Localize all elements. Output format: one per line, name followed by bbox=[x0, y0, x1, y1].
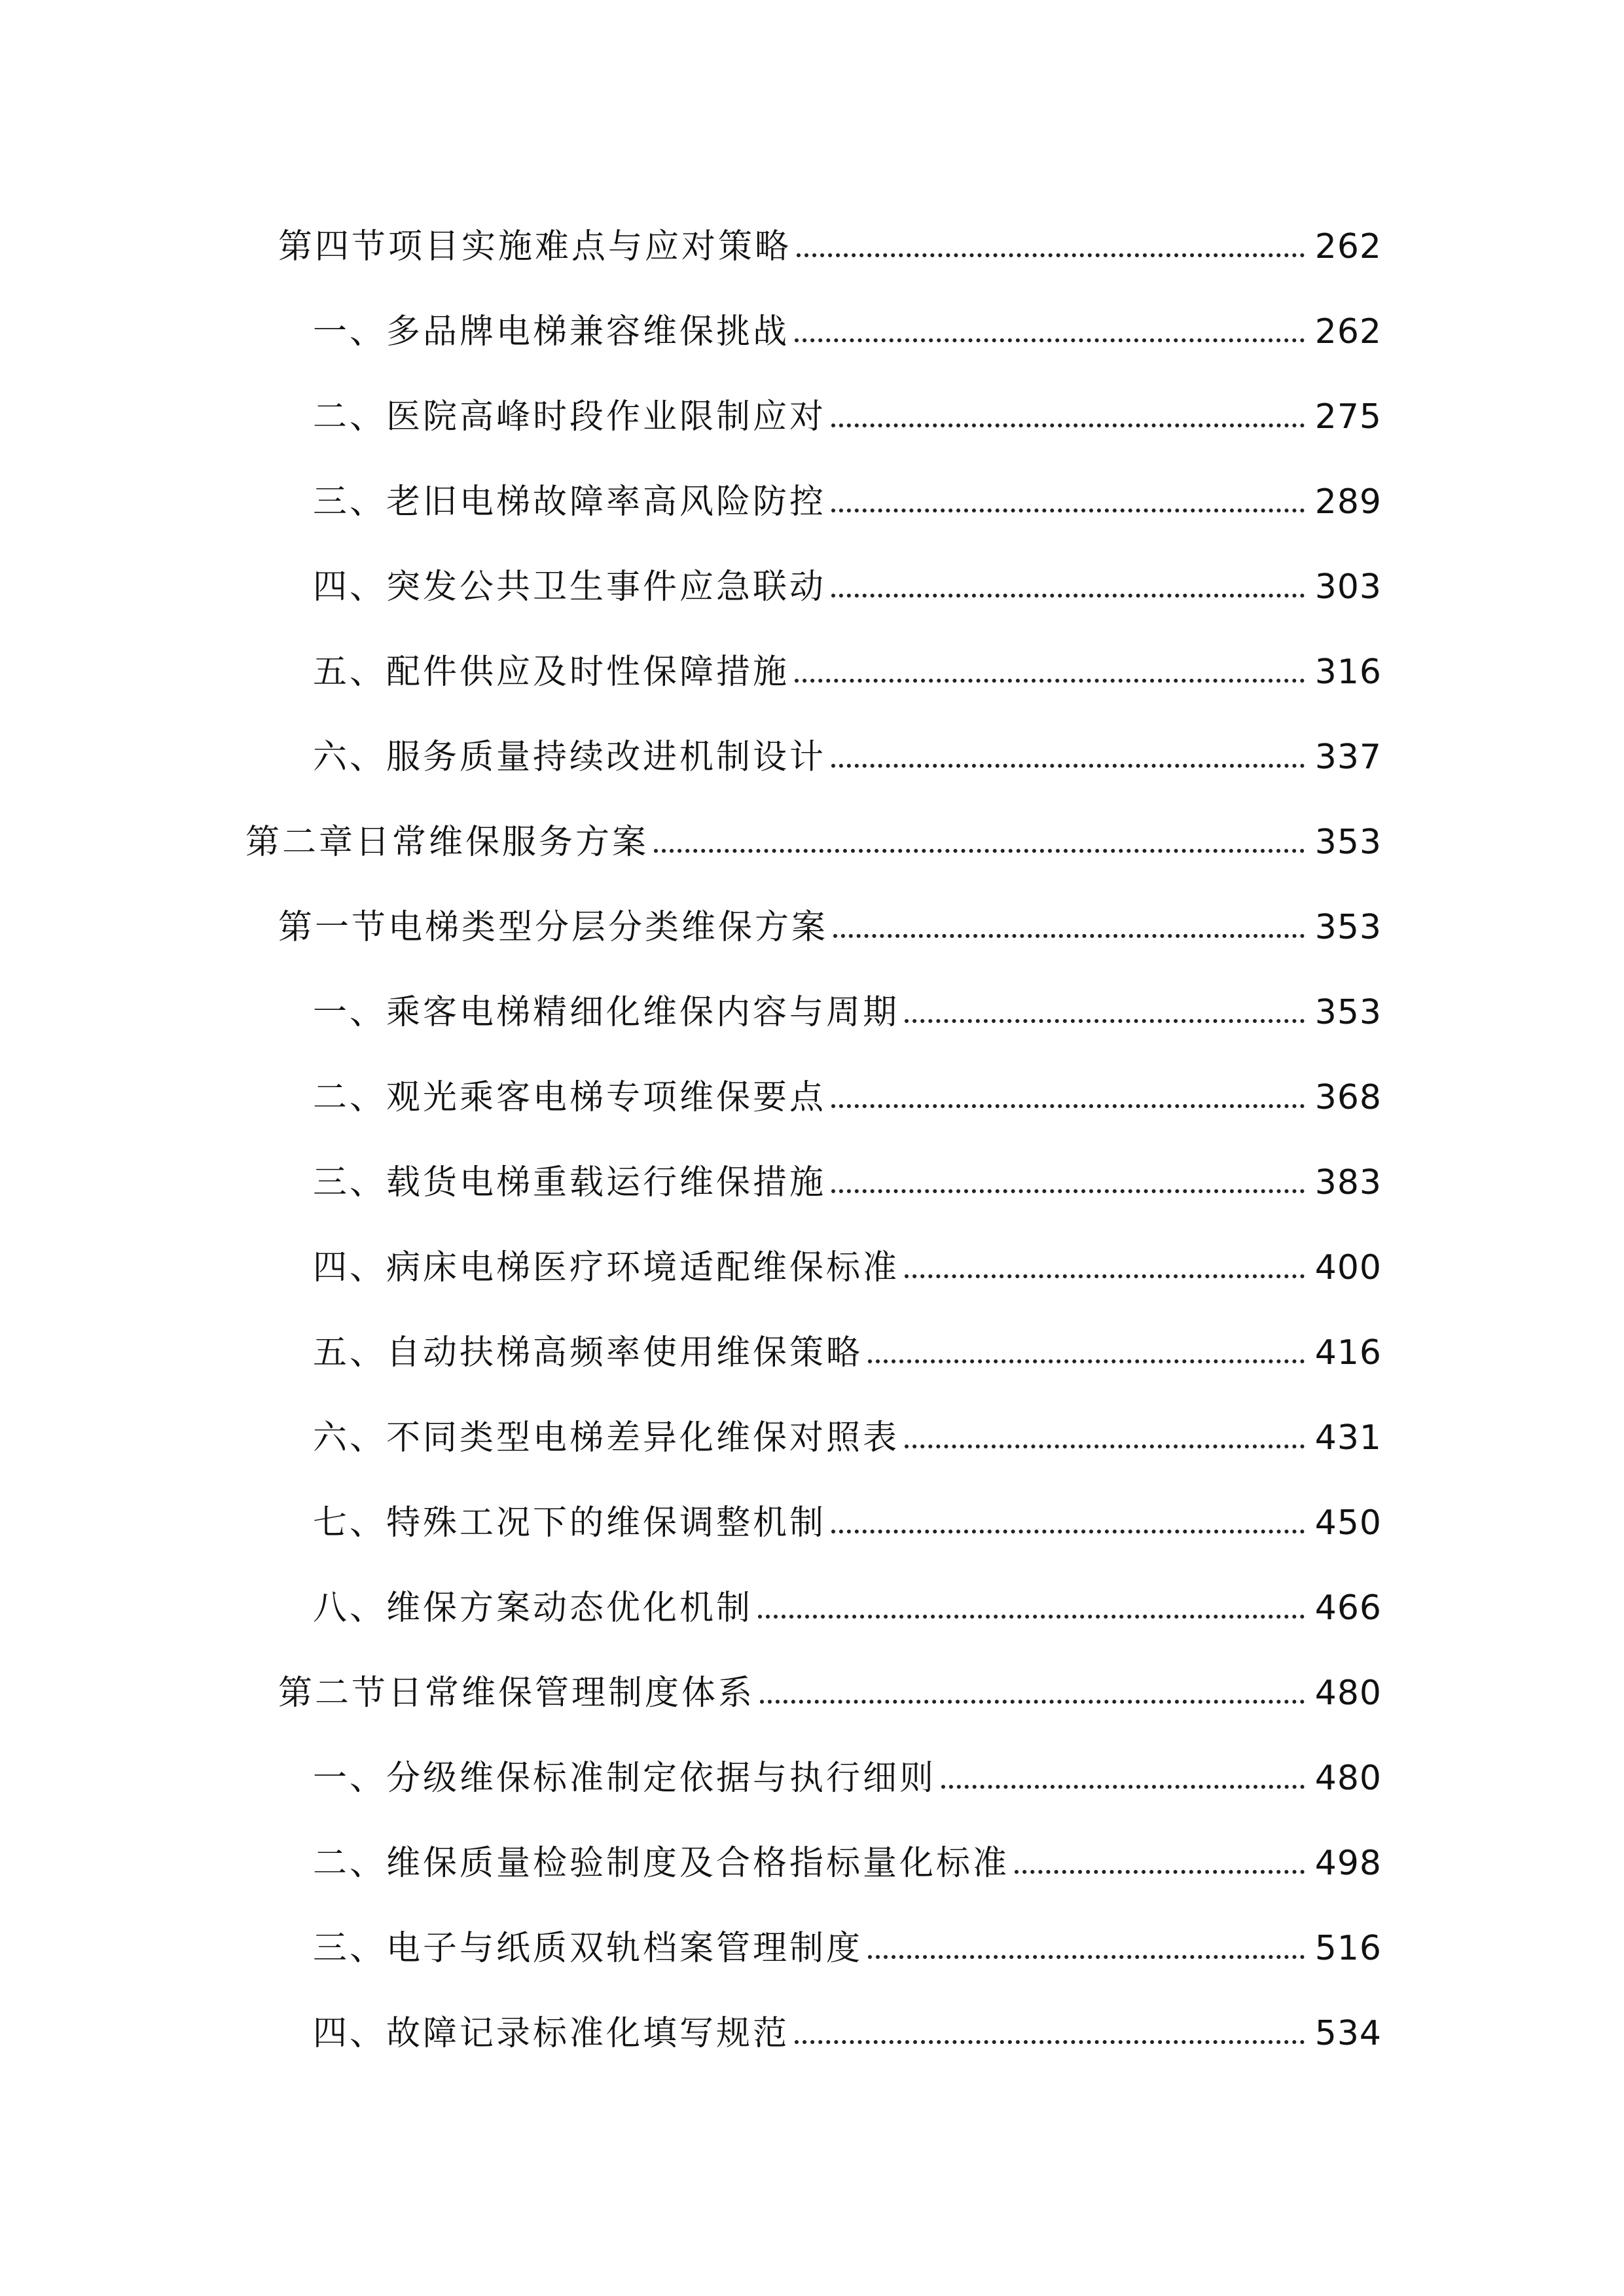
toc-entry[interactable] bbox=[0, 970, 1624, 1055]
toc-leader-dots bbox=[1015, 1870, 1305, 1874]
toc-entry-title: 一、乘客电梯精细化维保内容与周期 bbox=[313, 993, 900, 1032]
toc-entry-page: 337 bbox=[1314, 738, 1382, 777]
toc-leader-dots bbox=[833, 934, 1305, 938]
toc-leader-dots bbox=[831, 509, 1305, 512]
table-of-contents bbox=[0, 204, 1624, 2076]
toc-entry-page: 400 bbox=[1314, 1248, 1382, 1287]
toc-entry-title: 三、电子与纸质双轨档案管理制度 bbox=[313, 1929, 863, 1968]
toc-leader-dots bbox=[797, 253, 1305, 257]
toc-leader-dots bbox=[795, 679, 1305, 683]
toc-entry-title: 五、配件供应及时性保障措施 bbox=[313, 653, 790, 692]
toc-entry-title: 八、维保方案动态优化机制 bbox=[313, 1588, 753, 1628]
toc-leader-dots bbox=[654, 849, 1305, 853]
toc-entry[interactable] bbox=[0, 1736, 1624, 1821]
toc-entry-title: 一、多品牌电梯兼容维保挑战 bbox=[313, 312, 790, 351]
toc-entry-page: 450 bbox=[1314, 1503, 1382, 1543]
toc-entry-page: 431 bbox=[1314, 1418, 1382, 1458]
toc-entry-title: 三、老旧电梯故障率高风险防控 bbox=[313, 482, 827, 522]
toc-entry-page: 368 bbox=[1314, 1078, 1382, 1117]
toc-entry[interactable] bbox=[0, 459, 1624, 545]
toc-entry-page: 480 bbox=[1314, 1674, 1382, 1713]
toc-entry-page: 466 bbox=[1314, 1588, 1382, 1628]
toc-entry-page: 262 bbox=[1314, 312, 1382, 351]
toc-leader-dots bbox=[868, 1359, 1305, 1363]
toc-entry-page: 416 bbox=[1314, 1333, 1382, 1372]
toc-entry-page: 353 bbox=[1314, 908, 1382, 947]
toc-leader-dots bbox=[831, 764, 1305, 768]
toc-entry-page: 516 bbox=[1314, 1929, 1382, 1968]
toc-leader-dots bbox=[941, 1785, 1305, 1789]
toc-leader-dots bbox=[905, 1444, 1305, 1448]
toc-leader-dots bbox=[831, 423, 1305, 427]
toc-entry[interactable] bbox=[0, 1140, 1624, 1225]
toc-leader-dots bbox=[795, 2040, 1305, 2044]
toc-entry-title: 三、载货电梯重载运行维保措施 bbox=[313, 1163, 827, 1202]
toc-entry-page: 353 bbox=[1314, 993, 1382, 1032]
toc-entry-page: 353 bbox=[1314, 823, 1382, 862]
toc-entry-page: 480 bbox=[1314, 1759, 1382, 1798]
toc-entry[interactable] bbox=[0, 1566, 1624, 1651]
toc-entry-title: 第一节电梯类型分层分类维保方案 bbox=[278, 908, 829, 947]
toc-entry[interactable] bbox=[0, 1055, 1624, 1140]
toc-entry-page: 303 bbox=[1314, 567, 1382, 607]
toc-leader-dots bbox=[758, 1615, 1305, 1619]
toc-leader-dots bbox=[905, 1019, 1305, 1023]
toc-entry[interactable] bbox=[0, 1991, 1624, 2076]
toc-entry-title: 五、自动扶梯高频率使用维保策略 bbox=[313, 1333, 863, 1372]
toc-entry[interactable] bbox=[0, 374, 1624, 459]
toc-entry-title: 二、维保质量检验制度及合格指标量化标准 bbox=[313, 1844, 1010, 1883]
toc-entry-title: 四、故障记录标准化填写规范 bbox=[313, 2014, 790, 2053]
toc-entry-title: 四、突发公共卫生事件应急联动 bbox=[313, 567, 827, 607]
toc-leader-dots bbox=[760, 1700, 1305, 1704]
toc-entry[interactable] bbox=[0, 1906, 1624, 1991]
toc-entry[interactable] bbox=[0, 800, 1624, 885]
toc-entry-title: 四、病床电梯医疗环境适配维保标准 bbox=[313, 1248, 900, 1287]
toc-entry-title: 二、观光乘客电梯专项维保要点 bbox=[313, 1078, 827, 1117]
toc-entry-page: 534 bbox=[1314, 2014, 1382, 2053]
toc-entry-page: 316 bbox=[1314, 653, 1382, 692]
toc-entry[interactable] bbox=[0, 1395, 1624, 1480]
toc-entry-title: 六、服务质量持续改进机制设计 bbox=[313, 738, 827, 777]
toc-entry-title: 一、分级维保标准制定依据与执行细则 bbox=[313, 1759, 937, 1798]
toc-entry-page: 498 bbox=[1314, 1844, 1382, 1883]
toc-entry-title: 第四节项目实施难点与应对策略 bbox=[278, 227, 792, 266]
toc-entry[interactable] bbox=[0, 204, 1624, 289]
toc-entry[interactable] bbox=[0, 630, 1624, 715]
toc-entry[interactable] bbox=[0, 1310, 1624, 1395]
toc-entry-title: 第二节日常维保管理制度体系 bbox=[278, 1674, 755, 1713]
toc-entry-title: 六、不同类型电梯差异化维保对照表 bbox=[313, 1418, 900, 1458]
toc-entry-page: 262 bbox=[1314, 227, 1382, 266]
toc-entry[interactable] bbox=[0, 715, 1624, 800]
toc-entry[interactable] bbox=[0, 289, 1624, 374]
toc-entry-title: 二、医院高峰时段作业限制应对 bbox=[313, 397, 827, 437]
toc-entry-title: 七、特殊工况下的维保调整机制 bbox=[313, 1503, 827, 1543]
toc-entry-page: 289 bbox=[1314, 482, 1382, 522]
toc-entry[interactable] bbox=[0, 1225, 1624, 1310]
toc-leader-dots bbox=[831, 594, 1305, 598]
toc-leader-dots bbox=[831, 1189, 1305, 1193]
toc-entry[interactable] bbox=[0, 885, 1624, 970]
toc-leader-dots bbox=[831, 1104, 1305, 1108]
toc-entry[interactable] bbox=[0, 1480, 1624, 1566]
toc-entry-title: 第二章日常维保服务方案 bbox=[245, 823, 649, 862]
toc-leader-dots bbox=[795, 338, 1305, 342]
toc-entry-page: 275 bbox=[1314, 397, 1382, 437]
toc-entry[interactable] bbox=[0, 1821, 1624, 1906]
toc-entry-page: 383 bbox=[1314, 1163, 1382, 1202]
toc-entry[interactable] bbox=[0, 545, 1624, 630]
toc-leader-dots bbox=[905, 1274, 1305, 1278]
toc-leader-dots bbox=[868, 1955, 1305, 1959]
toc-leader-dots bbox=[831, 1530, 1305, 1534]
toc-entry[interactable] bbox=[0, 1651, 1624, 1736]
